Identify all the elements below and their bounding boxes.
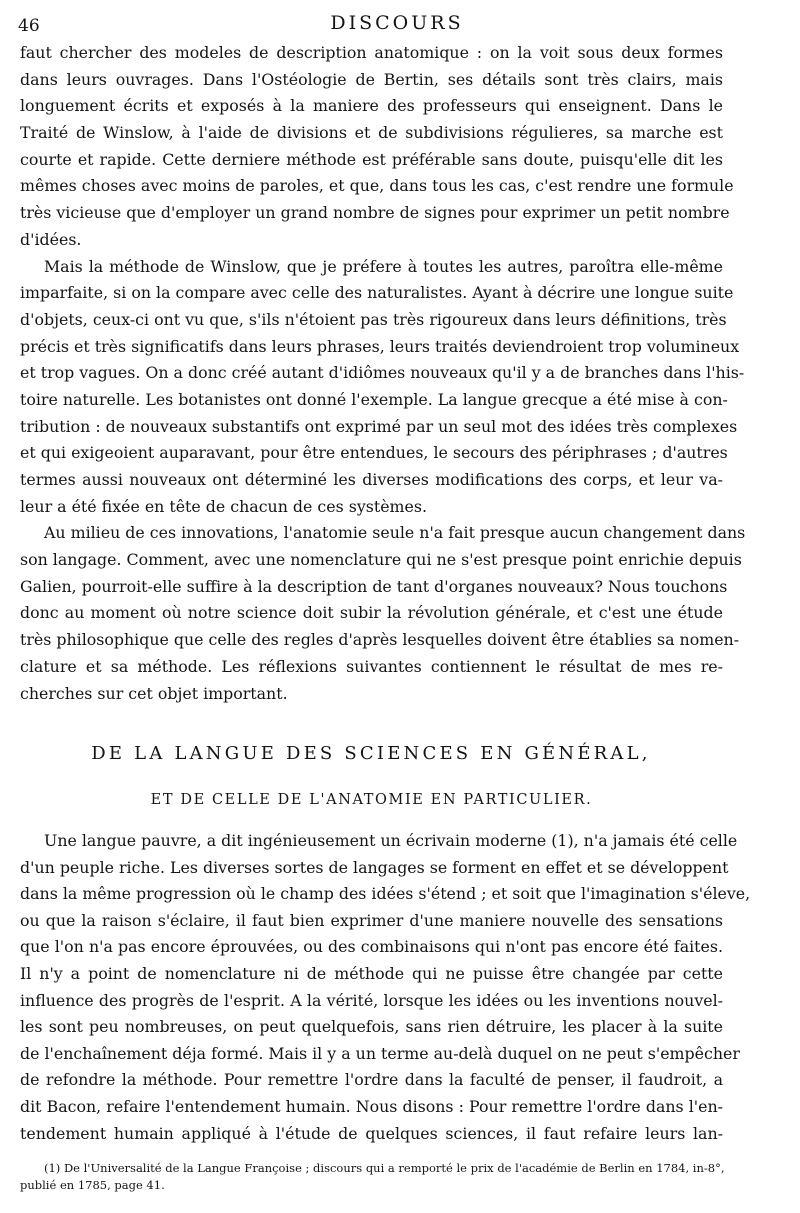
text-line: précis et très significatifs dans leurs phrases, leurs traités deviendroient trop volumineux: [20, 336, 740, 356]
text-line: termes aussi nouveaux ont déterminé les diverses modifications des corps, et leur va-: [20, 470, 723, 489]
page-header: [14, 10, 780, 34]
text-line: ou que la raison s'éclaire, il faut bien exprimer d'une maniere nouvelle des sensations: [20, 910, 723, 930]
text-line: et trop vagues. On a donc créé autant d'idiômes nouveaux qu'il y a de branches dans l'his-: [20, 363, 745, 383]
page-number: 46: [18, 16, 40, 36]
footnote-line: (1) De l'Universalité de la Langue Françoise ; discours qui a remporté le prix de l'académie de Berlin en 1784, in-8°,: [44, 1161, 725, 1175]
text-line: cherches sur cet objet important.: [20, 683, 288, 703]
text-line: clature et sa méthode. Les réflexions suivantes contiennent le résultat de mes re-: [20, 656, 723, 676]
text-line: Mais la méthode de Winslow, que je préfere à toutes les autres, paroîtra elle-même: [44, 256, 723, 276]
text-line: d'objets, ceux-ci ont vu que, s'ils n'étoient pas très rigoureux dans leurs définitions, très: [20, 309, 727, 329]
text-line: influence des progrès de l'esprit. A la vérité, lorsque les idées ou les inventions nouvel-: [20, 990, 723, 1010]
text-line: Une langue pauvre, a dit ingénieusement un écrivain moderne (1), n'a jamais été celle: [44, 831, 738, 850]
text-line: tribution : de nouveaux substantifs ont exprimé par un seul mot des idées très complexes: [20, 416, 738, 436]
text-line: Au milieu de ces innovations, l'anatomie seule n'a fait presque aucun changement dans: [44, 523, 746, 543]
text-line: tendement humain appliqué à l'étude de quelques sciences, il faut refaire leurs lan-: [20, 1123, 723, 1143]
text-line: que l'on n'a pas encore éprouvées, ou des combinaisons qui n'ont pas encore été faites.: [20, 937, 723, 957]
text-line: faut chercher des modeles de description anatomique : on la voit sous deux formes: [20, 43, 723, 62]
body-text-top: [20, 40, 746, 707]
text-line: longuement écrits et exposés à la maniere des professeurs qui enseignent. Dans le: [20, 96, 723, 116]
text-line: mêmes choses avec moins de paroles, et que, dans tous les cas, c'est rendre une formule: [20, 176, 734, 196]
text-line: courte et rapide. Cette derniere méthode est préférable sans doute, puisqu'elle dit les: [20, 149, 723, 169]
text-line: d'idées.: [20, 229, 82, 249]
footnote: [20, 1160, 723, 1194]
section-heading: DE LA LANGUE DES SCIENCES EN GÉNÉRAL,: [91, 743, 651, 764]
running-title: DISCOURS: [330, 12, 464, 34]
text-line: son langage. Comment, avec une nomenclature qui ne s'est presque point enrichie depuis: [20, 550, 742, 570]
section-subheading: ET DE CELLE DE L'ANATOMIE EN PARTICULIER.: [150, 792, 593, 808]
text-line: très philosophique que celle des regles d'après lesquelles doivent être établies sa nomen-: [20, 630, 740, 650]
text-line: toire naturelle. Les botanistes ont donné l'exemple. La langue grecque a été mise à con-: [20, 389, 728, 409]
text-line: Traité de Winslow, à l'aide de divisions et de subdivisions régulieres, sa marche est: [20, 123, 723, 143]
text-line: Galien, pourroit-elle suffire à la description de tant d'organes nouveaux? Nous touchons: [20, 576, 728, 596]
text-line: très vicieuse que d'employer un grand nombre de signes pour exprimer un petit nombre: [20, 203, 730, 223]
text-line: et qui exigeoient auparavant, pour être entendues, le secours des périphrases ; d'autres: [20, 443, 728, 463]
text-line: de refondre la méthode. Pour remettre l'ordre dans la faculté de penser, il faudroit, a: [20, 1070, 723, 1090]
text-line: dit Bacon, refaire l'entendement humain. Nous disons : Pour remettre l'ordre dans l'en-: [20, 1096, 723, 1116]
footnote-line: publié en 1785, page 41.: [20, 1178, 165, 1192]
text-line: les sont peu nombreuses, on peut quelquefois, sans rien détruire, les placer à la suite: [20, 1017, 723, 1037]
text-line: donc au moment où notre science doit subir la révolution générale, et c'est une étude: [20, 603, 723, 623]
body-text-bottom: [20, 828, 751, 1147]
text-line: imparfaite, si on la compare avec celle des naturalistes. Ayant à décrire une longue suite: [20, 283, 734, 303]
text-line: Il n'y a point de nomenclature ni de méthode qui ne puisse être changée par cette: [20, 963, 723, 983]
text-line: de l'enchaînement déja formé. Mais il y a un terme au-delà duquel on ne peut s'empêcher: [20, 1043, 740, 1063]
text-line: dans leurs ouvrages. Dans l'Ostéologie de Bertin, ses détails sont très clairs, mais: [20, 69, 723, 89]
text-line: d'un peuple riche. Les diverses sortes de langages se forment en effet et se développent: [20, 857, 729, 877]
text-line: dans la même progression où le champ des idées s'étend ; et soit que l'imagination s'éleve,: [20, 884, 751, 904]
text-line: leur a été fixée en tête de chacun de ces systèmes.: [20, 496, 428, 516]
